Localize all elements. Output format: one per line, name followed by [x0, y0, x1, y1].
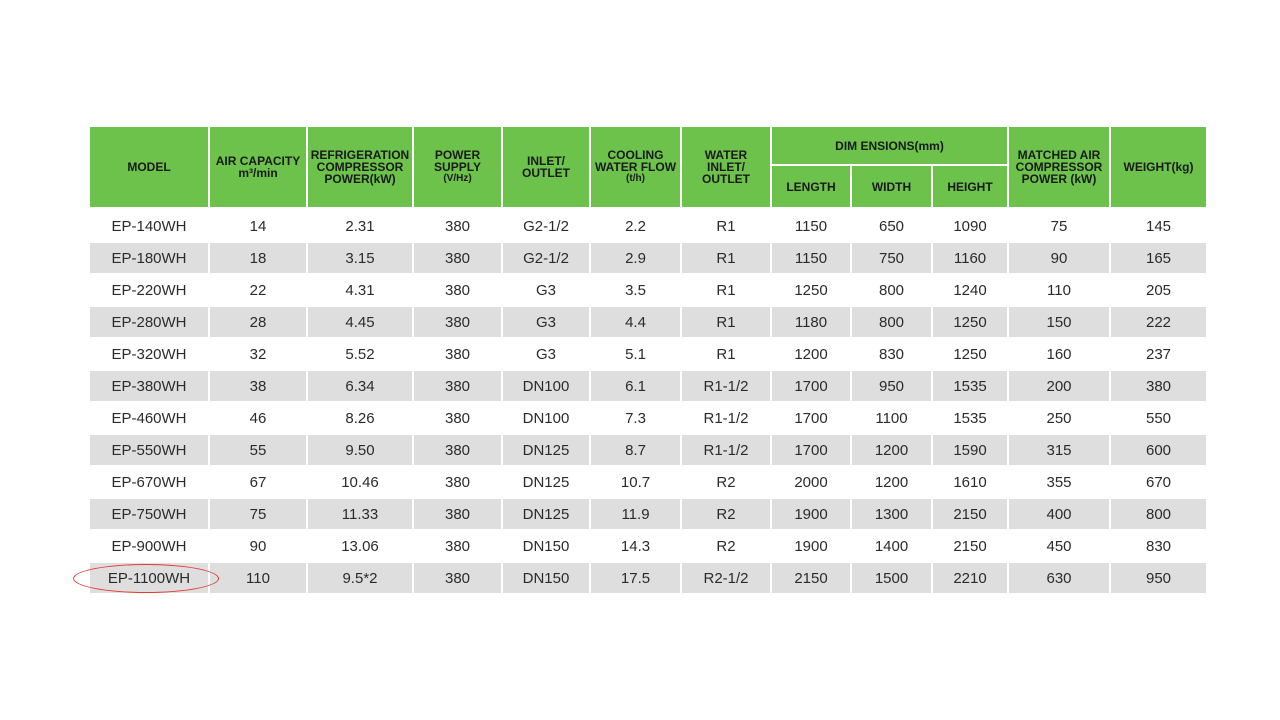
cell-model: EP-460WH: [90, 401, 208, 433]
cell-length: 1250: [772, 273, 850, 305]
cell-width: 1100: [852, 401, 931, 433]
cell-water-inlet-outlet: R1-1/2: [682, 433, 770, 465]
cell-matched-compressor-power: 160: [1009, 337, 1109, 369]
cell-air-capacity: 22: [210, 273, 306, 305]
cell-length: 1700: [772, 433, 850, 465]
cell-refrigeration-power: 4.31: [308, 273, 412, 305]
cell-air-capacity: 28: [210, 305, 306, 337]
cell-air-capacity: 90: [210, 529, 306, 561]
cell-air-capacity: 32: [210, 337, 306, 369]
cell-length: 1150: [772, 241, 850, 273]
cell-cooling-water-flow: 17.5: [591, 561, 680, 593]
cell-height: 1610: [933, 465, 1007, 497]
header-air-capacity: AIR CAPACITY m³/min: [210, 127, 306, 207]
cell-air-capacity: 46: [210, 401, 306, 433]
cell-height: 1535: [933, 401, 1007, 433]
cell-cooling-water-flow: 5.1: [591, 337, 680, 369]
cell-height: 1160: [933, 241, 1007, 273]
cell-refrigeration-power: 4.45: [308, 305, 412, 337]
header-matched-compressor-power: MATCHED AIR COMPRESSOR POWER (kW): [1009, 127, 1109, 207]
cell-water-inlet-outlet: R2: [682, 497, 770, 529]
cell-model: EP-180WH: [90, 241, 208, 273]
cell-model: EP-380WH: [90, 369, 208, 401]
cell-power-supply: 380: [414, 401, 501, 433]
cell-length: 1900: [772, 529, 850, 561]
cell-water-inlet-outlet: R1: [682, 337, 770, 369]
cell-refrigeration-power: 11.33: [308, 497, 412, 529]
cell-matched-compressor-power: 150: [1009, 305, 1109, 337]
cell-refrigeration-power: 9.50: [308, 433, 412, 465]
cell-water-inlet-outlet: R1-1/2: [682, 401, 770, 433]
cell-height: 1535: [933, 369, 1007, 401]
cell-refrigeration-power: 8.26: [308, 401, 412, 433]
cell-matched-compressor-power: 630: [1009, 561, 1109, 593]
cell-power-supply: 380: [414, 337, 501, 369]
cell-width: 800: [852, 273, 931, 305]
cell-cooling-water-flow: 11.9: [591, 497, 680, 529]
cell-refrigeration-power: 2.31: [308, 207, 412, 241]
cell-inlet-outlet: G2-1/2: [503, 207, 589, 241]
cell-height: 1590: [933, 433, 1007, 465]
cell-power-supply: 380: [414, 305, 501, 337]
cell-water-inlet-outlet: R1-1/2: [682, 369, 770, 401]
cell-length: 1180: [772, 305, 850, 337]
cell-air-capacity: 14: [210, 207, 306, 241]
cell-weight: 950: [1111, 561, 1206, 593]
cell-matched-compressor-power: 315: [1009, 433, 1109, 465]
cell-height: 2150: [933, 497, 1007, 529]
cell-air-capacity: 67: [210, 465, 306, 497]
cell-power-supply: 380: [414, 433, 501, 465]
cell-inlet-outlet: DN125: [503, 465, 589, 497]
cell-width: 950: [852, 369, 931, 401]
cell-model: EP-280WH: [90, 305, 208, 337]
cell-cooling-water-flow: 4.4: [591, 305, 680, 337]
cell-inlet-outlet: G3: [503, 273, 589, 305]
cell-refrigeration-power: 3.15: [308, 241, 412, 273]
cell-width: 830: [852, 337, 931, 369]
cell-water-inlet-outlet: R2-1/2: [682, 561, 770, 593]
cell-air-capacity: 75: [210, 497, 306, 529]
cell-inlet-outlet: G3: [503, 337, 589, 369]
cell-cooling-water-flow: 10.7: [591, 465, 680, 497]
cell-inlet-outlet: DN125: [503, 433, 589, 465]
header-width: WIDTH: [852, 164, 931, 207]
cell-width: 800: [852, 305, 931, 337]
table-row: [90, 273, 1206, 305]
cell-cooling-water-flow: 2.9: [591, 241, 680, 273]
cell-cooling-water-flow: 7.3: [591, 401, 680, 433]
cell-water-inlet-outlet: R2: [682, 529, 770, 561]
cell-model: EP-900WH: [90, 529, 208, 561]
cell-matched-compressor-power: 355: [1009, 465, 1109, 497]
table-row: [90, 433, 1206, 465]
header-refrigeration-power: REFRIGERATION COMPRESSOR POWER(kW): [308, 127, 412, 207]
cell-cooling-water-flow: 3.5: [591, 273, 680, 305]
cell-cooling-water-flow: 8.7: [591, 433, 680, 465]
cell-length: 1700: [772, 369, 850, 401]
cell-matched-compressor-power: 110: [1009, 273, 1109, 305]
cell-model: EP-1100WH: [90, 561, 208, 593]
cell-matched-compressor-power: 250: [1009, 401, 1109, 433]
table-row: [90, 337, 1206, 369]
table-row: [90, 529, 1206, 561]
cell-refrigeration-power: 9.5*2: [308, 561, 412, 593]
header-length: LENGTH: [772, 164, 850, 207]
cell-matched-compressor-power: 400: [1009, 497, 1109, 529]
cell-inlet-outlet: DN125: [503, 497, 589, 529]
cell-weight: 145: [1111, 207, 1206, 241]
cell-weight: 550: [1111, 401, 1206, 433]
cell-height: 2150: [933, 529, 1007, 561]
cell-weight: 380: [1111, 369, 1206, 401]
cell-model: EP-750WH: [90, 497, 208, 529]
cell-weight: 830: [1111, 529, 1206, 561]
table-row: [90, 465, 1206, 497]
cell-weight: 600: [1111, 433, 1206, 465]
cell-refrigeration-power: 5.52: [308, 337, 412, 369]
cell-refrigeration-power: 10.46: [308, 465, 412, 497]
cell-water-inlet-outlet: R1: [682, 207, 770, 241]
cell-length: 1900: [772, 497, 850, 529]
cell-power-supply: 380: [414, 529, 501, 561]
cell-power-supply: 380: [414, 497, 501, 529]
cell-power-supply: 380: [414, 369, 501, 401]
header-inlet-outlet: INLET/ OUTLET: [503, 127, 589, 207]
cell-weight: 205: [1111, 273, 1206, 305]
table-row: [90, 305, 1206, 337]
cell-inlet-outlet: DN150: [503, 529, 589, 561]
cell-model: EP-220WH: [90, 273, 208, 305]
cell-cooling-water-flow: 2.2: [591, 207, 680, 241]
cell-model: EP-550WH: [90, 433, 208, 465]
cell-matched-compressor-power: 75: [1009, 207, 1109, 241]
cell-model: EP-670WH: [90, 465, 208, 497]
cell-weight: 237: [1111, 337, 1206, 369]
cell-weight: 670: [1111, 465, 1206, 497]
cell-matched-compressor-power: 90: [1009, 241, 1109, 273]
header-power-supply: POWER SUPPLY (V/Hz): [414, 127, 501, 207]
cell-refrigeration-power: 6.34: [308, 369, 412, 401]
cell-power-supply: 380: [414, 207, 501, 241]
cell-water-inlet-outlet: R1: [682, 305, 770, 337]
cell-refrigeration-power: 13.06: [308, 529, 412, 561]
cell-water-inlet-outlet: R1: [682, 241, 770, 273]
cell-water-inlet-outlet: R1: [682, 273, 770, 305]
cell-width: 1200: [852, 433, 931, 465]
cell-power-supply: 380: [414, 241, 501, 273]
cell-power-supply: 380: [414, 465, 501, 497]
header-water-inlet-outlet: WATER INLET/ OUTLET: [682, 127, 770, 207]
cell-inlet-outlet: DN150: [503, 561, 589, 593]
cell-length: 1200: [772, 337, 850, 369]
cell-inlet-outlet: G3: [503, 305, 589, 337]
cell-water-inlet-outlet: R2: [682, 465, 770, 497]
table-row: [90, 401, 1206, 433]
cell-air-capacity: 38: [210, 369, 306, 401]
specification-table: [88, 127, 1208, 593]
cell-length: 1150: [772, 207, 850, 241]
header-dimensions: DIM ENSIONS(mm): [772, 127, 1007, 164]
cell-weight: 800: [1111, 497, 1206, 529]
header-model: MODEL: [90, 127, 208, 207]
cell-height: 2210: [933, 561, 1007, 593]
cell-weight: 165: [1111, 241, 1206, 273]
cell-matched-compressor-power: 450: [1009, 529, 1109, 561]
table-row: [90, 561, 1206, 593]
cell-cooling-water-flow: 14.3: [591, 529, 680, 561]
cell-width: 1300: [852, 497, 931, 529]
cell-inlet-outlet: DN100: [503, 369, 589, 401]
cell-height: 1090: [933, 207, 1007, 241]
cell-air-capacity: 18: [210, 241, 306, 273]
cell-height: 1240: [933, 273, 1007, 305]
cell-weight: 222: [1111, 305, 1206, 337]
table-row: [90, 207, 1206, 241]
cell-matched-compressor-power: 200: [1009, 369, 1109, 401]
header-cooling-water-flow: COOLING WATER FLOW (t/h): [591, 127, 680, 207]
cell-width: 1400: [852, 529, 931, 561]
cell-width: 1200: [852, 465, 931, 497]
cell-cooling-water-flow: 6.1: [591, 369, 680, 401]
cell-inlet-outlet: DN100: [503, 401, 589, 433]
cell-length: 2000: [772, 465, 850, 497]
cell-width: 650: [852, 207, 931, 241]
header-weight: WEIGHT(kg): [1111, 127, 1206, 207]
table-row: [90, 241, 1206, 273]
table-row: [90, 497, 1206, 529]
table-body: [90, 207, 1206, 593]
cell-height: 1250: [933, 337, 1007, 369]
cell-width: 1500: [852, 561, 931, 593]
table-row: [90, 369, 1206, 401]
cell-length: 2150: [772, 561, 850, 593]
cell-air-capacity: 110: [210, 561, 306, 593]
cell-length: 1700: [772, 401, 850, 433]
cell-height: 1250: [933, 305, 1007, 337]
cell-air-capacity: 55: [210, 433, 306, 465]
cell-power-supply: 380: [414, 273, 501, 305]
cell-width: 750: [852, 241, 931, 273]
cell-power-supply: 380: [414, 561, 501, 593]
cell-model: EP-320WH: [90, 337, 208, 369]
cell-inlet-outlet: G2-1/2: [503, 241, 589, 273]
header-height: HEIGHT: [933, 164, 1007, 207]
cell-model: EP-140WH: [90, 207, 208, 241]
